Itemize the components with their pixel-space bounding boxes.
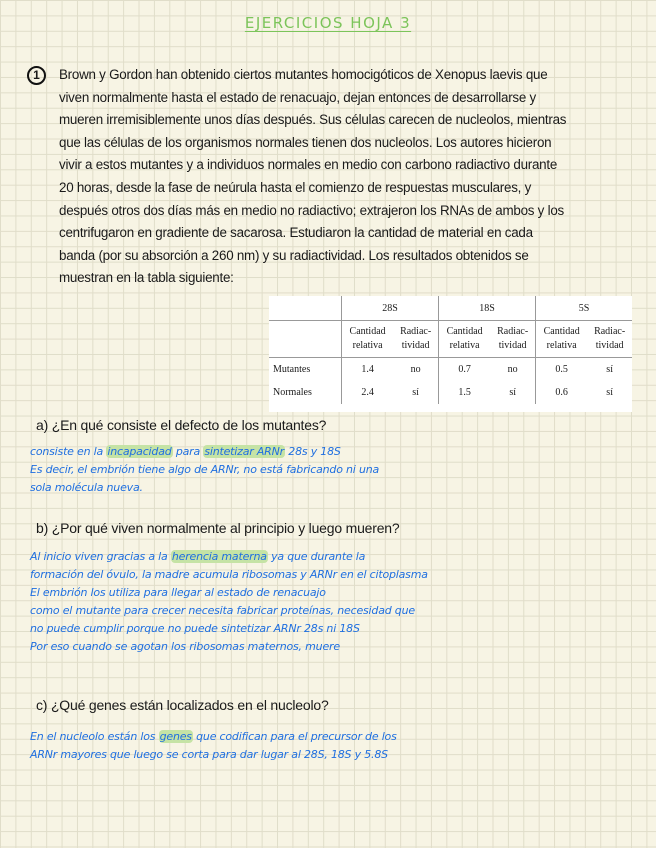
exercise-statement	[59, 64, 634, 290]
table-subheader: Radiac- tividad	[587, 321, 632, 358]
table-cell: 1.5	[439, 381, 491, 404]
highlighted-text: sintetizar ARNr	[204, 445, 284, 458]
answer-line: consiste en la incapacidad para sintetizar ARNr 28s y 18S	[30, 445, 341, 458]
answer-line: El embrión los utiliza para llegar al estado de renacuajo	[30, 586, 326, 599]
answer-line: Por eso cuando se agotan los ribosomas maternos, muere	[30, 640, 340, 653]
statement-line: 20 horas, desde la fase de neúrula hasta el comienzo de respuestas musculares, y	[59, 179, 532, 195]
table-subheader: Radiac- tividad	[490, 321, 535, 358]
answer-line: Al inicio viven gracias a la herencia materna ya que durante la	[30, 550, 366, 563]
table-row	[269, 381, 632, 404]
statement-line: después otros dos días más en medio no radiactivo; extrajeron los RNAs de ambos y los	[59, 202, 564, 218]
table-cell: sí	[606, 387, 613, 398]
table-group-header: 18S	[439, 296, 536, 321]
table-group-header: 5S	[536, 296, 632, 321]
statement-line: centrifugaron en gradiente de sacarosa. Estudiaron la cantidad de material en cada	[59, 225, 533, 241]
answer-b	[30, 548, 650, 656]
answer-c	[30, 728, 650, 764]
statement-line: banda (por su absorción a 260 nm) y su radiactividad. Los resultados obtenidos se	[59, 247, 529, 263]
highlighted-text: incapacidad	[107, 445, 172, 458]
results-table	[269, 296, 632, 412]
row-label: Mutantes	[273, 364, 311, 375]
exercise-number-badge: 1	[27, 66, 46, 85]
answer-line: ARNr mayores que luego se corta para dar lugar al 28S, 18S y 5.8S	[30, 748, 388, 761]
statement-line: mueren irremisiblemente unos días después. Sus células carecen de nucleolos, mientras	[59, 112, 567, 128]
table-corner	[269, 296, 342, 321]
table-group-header: 28S	[342, 296, 439, 321]
answer-line: sola molécula nueva.	[30, 481, 143, 494]
answer-line: En el nucleolo están los genes que codifican para el precursor de los	[30, 730, 397, 743]
table-cell: 0.7	[439, 358, 491, 382]
statement-line: vivir a estos mutantes y a individuos normales en medio con carbono radiactivo durante	[59, 157, 558, 173]
question-a: a) ¿En qué consiste el defecto de los mutantes?	[36, 417, 327, 433]
worksheet-title: EJERCICIOS HOJA 3	[244, 14, 412, 32]
highlighted-text: genes	[159, 730, 192, 743]
question-c: c) ¿Qué genes están localizados en el nucleolo?	[36, 697, 329, 713]
question-b: b) ¿Por qué viven normalmente al principio y luego mueren?	[36, 520, 400, 536]
statement-line: muestran en la tabla siguiente:	[59, 270, 234, 286]
table-cell: sí	[606, 364, 613, 375]
table-cell: sí	[412, 387, 419, 398]
table-cell: 0.6	[536, 381, 588, 404]
answer-line: como el mutante para crecer necesita fabricar proteínas, necesidad que	[30, 604, 415, 617]
answer-a	[30, 443, 650, 497]
answer-line: formación del óvulo, la madre acumula ribosomas y ARNr en el citoplasma	[30, 568, 428, 581]
statement-line: que las células de los organismos normales tienen dos nucleolos. Los autores hicieron	[59, 134, 552, 150]
answer-line: Es decir, el embrión tiene algo de ARNr, no está fabricando ni una	[30, 463, 380, 476]
table-cell: no	[507, 364, 518, 375]
table-subheader: Cantidad relativa	[342, 321, 394, 358]
table-cell: no	[410, 364, 421, 375]
row-label: Normales	[273, 387, 312, 398]
statement-line: Brown y Gordon han obtenido ciertos mutantes homocigóticos de Xenopus laevis que	[59, 67, 548, 82]
table-cell: 0.5	[536, 358, 588, 382]
table-cell: 1.4	[342, 358, 394, 382]
table-subheader: Cantidad relativa	[536, 321, 588, 358]
statement-line: viven normalmente hasta el estado de renacuajo, dejan entonces de desarrollarse y	[59, 89, 536, 105]
table-cell: 2.4	[342, 381, 394, 404]
table-subheader: Cantidad relativa	[439, 321, 491, 358]
table-cell: sí	[509, 387, 516, 398]
highlighted-text: herencia materna	[171, 550, 267, 563]
answer-line: no puede cumplir porque no puede sintetizar ARNr 28s ni 18S	[30, 622, 360, 635]
table-row	[269, 358, 632, 382]
table-subheader: Radiac- tividad	[393, 321, 438, 358]
